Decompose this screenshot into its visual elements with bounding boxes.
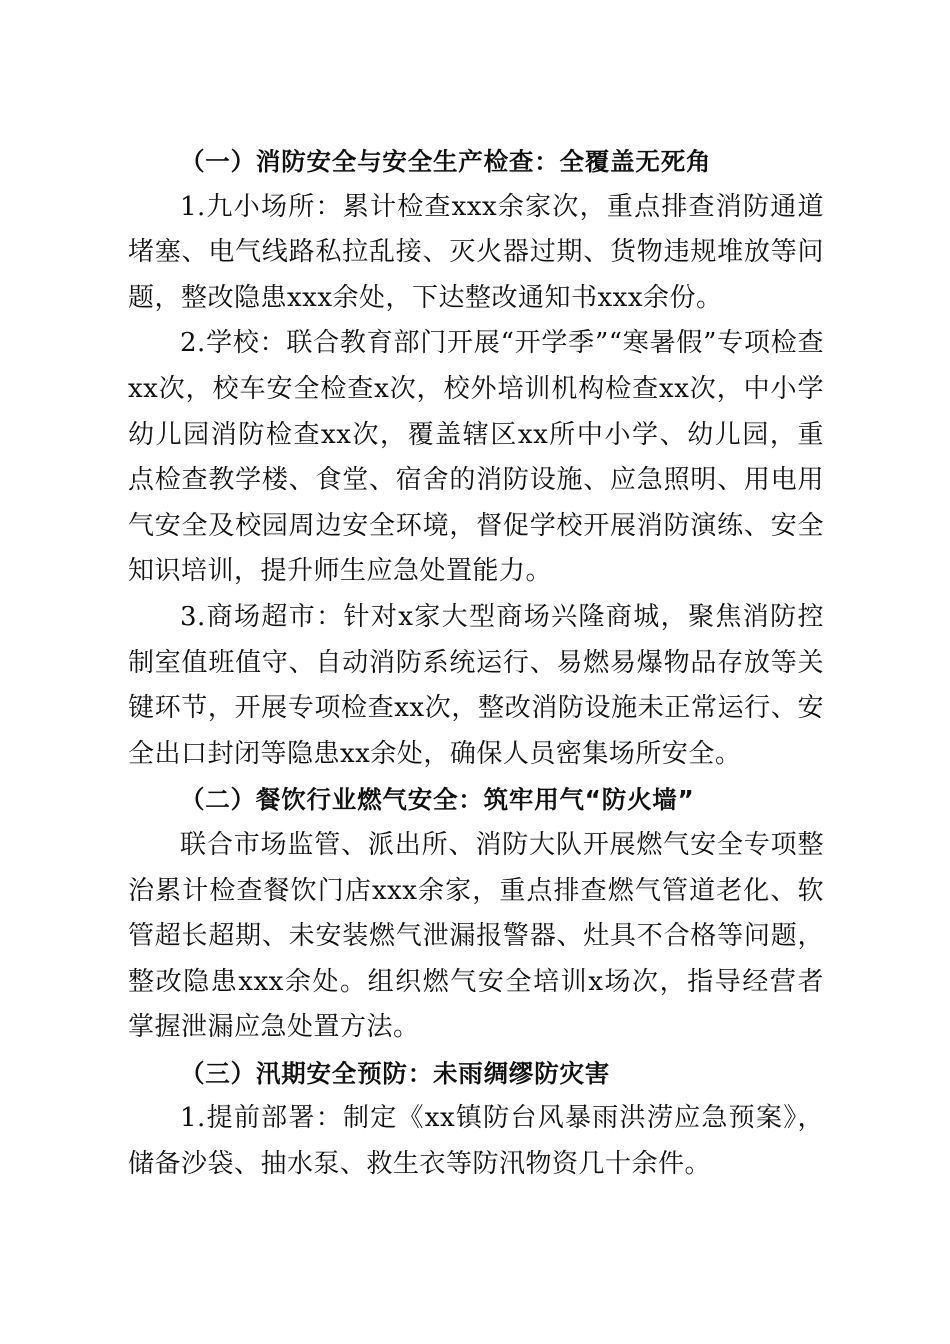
document-body <box>128 139 824 1188</box>
section-heading: （二）餐饮行业燃气安全：筑牢用气“防火墙” <box>180 785 695 815</box>
paragraph-schools: 2.学校：联合教育部门开展“开学季”“寒暑假”专项检查xx次，校车安全检查x次，校外培训机构检查xx次，中小学幼儿园消防检查xx次，覆盖辖区xx所中小学、幼儿园，重点检查教学楼、食堂、宿舍的消防设施、应急照明、用电用气安全及校园周边安全环境，督促学校开展消防演练、安全知识培训，提升师生应急处置能力。 <box>128 328 824 587</box>
section-heading: （一）消防安全与安全生产检查：全覆盖无死角 <box>180 147 712 176</box>
paragraph-nine-small-venues: 1.九小场所：累计检查xxx余家次，重点排查消防通道堵塞、电气线路私拉乱接、灭火器过期、货物违规堆放等问题，整改隐患xxx余处，下达整改通知书xxx余份。 <box>128 191 824 313</box>
paragraph-shopping-malls: 3.商场超市：针对x家大型商场兴隆商城，聚焦消防控制室值班值守、自动消防系统运行、易燃易爆物品存放等关键环节，开展专项检查xx次，整改消防设施未正常运行、安全出口封闭等隐患xx余处，确保人员密集场所安全。 <box>128 601 824 769</box>
paragraph-gas-safety: 联合市场监管、派出所、消防大队开展燃气安全专项整治累计检查餐饮门店xxx余家，重点排查燃气管道老化、软管超长超期、未安装燃气泄漏报警器、灶具不合格等问题，整改隐患xxx余处。组织燃气安全培训x场次，指导经营者掌握泄漏应急处置方法。 <box>128 829 824 1043</box>
section-heading: （三）汛期安全预防：未雨绸缪防灾害 <box>180 1058 611 1088</box>
paragraph-flood-deployment: 1.提前部署：制定《xx镇防台风暴雨洪涝应急预案》，储备沙袋、抽水泵、救生衣等防汛物资几十余件。 <box>128 1103 824 1180</box>
